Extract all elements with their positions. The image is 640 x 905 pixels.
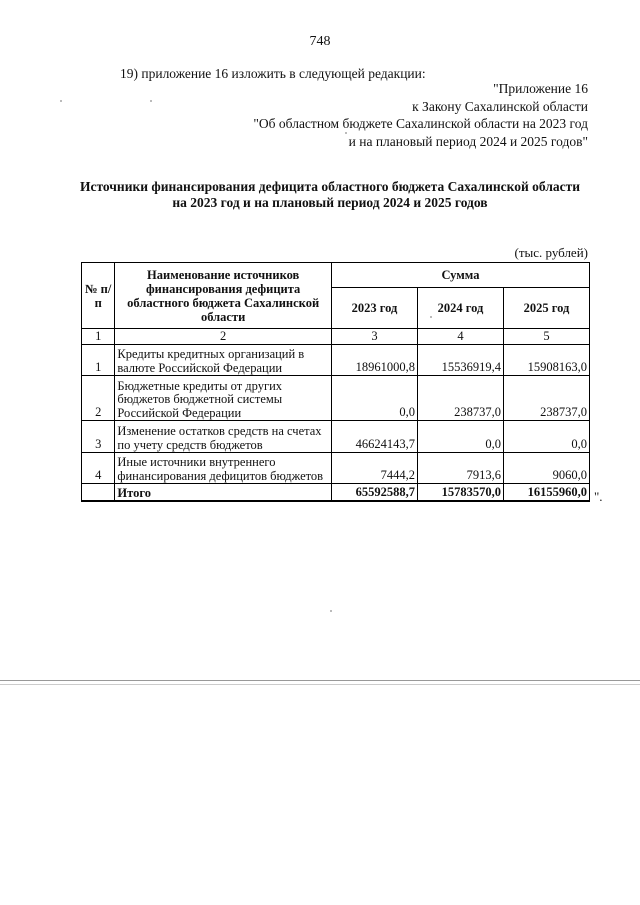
row-value-2024: 7913,6 [417, 453, 503, 484]
header-sum: Сумма [331, 263, 589, 288]
header-year-2023: 2023 год [331, 288, 417, 329]
scan-speck [345, 132, 347, 134]
total-num-cell [82, 484, 115, 502]
row-name: Бюджетные кредиты от других бюджетов бюджетной системы Российской Федерации [115, 376, 332, 421]
row-name: Изменение остатков средств на счетах по учету средств бюджетов [115, 421, 332, 453]
index-row [82, 329, 590, 345]
row-value-2023: 7444,2 [331, 453, 417, 484]
index-cell: 4 [417, 329, 503, 345]
deficit-financing-table [81, 262, 590, 502]
row-num: 4 [82, 453, 115, 484]
row-value-2024: 238737,0 [417, 376, 503, 421]
row-value-2025: 238737,0 [503, 376, 589, 421]
scan-speck [330, 610, 332, 612]
row-value-2023: 0,0 [331, 376, 417, 421]
table-row [82, 345, 590, 376]
scan-artifact-line [0, 684, 640, 685]
row-name: Иные источники внутреннего финансирования дефицитов бюджетов [115, 453, 332, 484]
title-line: на 2023 год и на плановый период 2024 и 2025 годов [172, 195, 488, 210]
total-value-2025: 16155960,0 [503, 484, 589, 502]
header-name: Наименование источников финансирования дефицита областного бюджета Сахалинской области [115, 263, 332, 329]
row-value-2023: 46624143,7 [331, 421, 417, 453]
index-cell: 2 [115, 329, 332, 345]
appendix-header [253, 80, 588, 150]
header-num: № п/п [82, 263, 115, 329]
row-name: Кредиты кредитных организаций в валюте Российской Федерации [115, 345, 332, 376]
index-cell: 3 [331, 329, 417, 345]
total-label: Итого [115, 484, 332, 502]
index-cell: 5 [503, 329, 589, 345]
title-line: Источники финансирования дефицита областного бюджета Сахалинской области [79, 179, 581, 194]
total-value-2023: 65592588,7 [331, 484, 417, 502]
scan-speck [60, 100, 62, 102]
header-year-2025: 2025 год [503, 288, 589, 329]
scan-speck [430, 316, 432, 318]
header-row [82, 263, 590, 288]
row-value-2024: 0,0 [417, 421, 503, 453]
table-row [82, 453, 590, 484]
index-cell: 1 [82, 329, 115, 345]
appendix-line: "Об областном бюджете Сахалинской области на 2023 год [253, 116, 588, 131]
closing-quote: ". [594, 489, 603, 504]
page-number: 748 [309, 34, 331, 49]
table-row [82, 421, 590, 453]
amendment-instruction: 19) приложение 16 изложить в следующей редакции: [120, 66, 426, 81]
row-value-2025: 0,0 [503, 421, 589, 453]
row-num: 1 [82, 345, 115, 376]
document-title [60, 179, 600, 211]
scan-speck [150, 100, 152, 102]
appendix-line: и на плановый период 2024 и 2025 годов" [348, 133, 588, 149]
appendix-line: "Приложение 16 [493, 81, 588, 96]
units-label: (тыс. рублей) [514, 245, 588, 260]
header-year-2024: 2024 год [417, 288, 503, 329]
row-num: 2 [82, 376, 115, 421]
table-row [82, 376, 590, 421]
scan-artifact-line [0, 680, 640, 681]
row-value-2025: 9060,0 [503, 453, 589, 484]
total-row [82, 484, 590, 502]
row-value-2024: 15536919,4 [417, 345, 503, 376]
row-value-2023: 18961000,8 [331, 345, 417, 376]
row-num: 3 [82, 421, 115, 453]
appendix-line: к Закону Сахалинской области [412, 98, 588, 114]
total-value-2024: 15783570,0 [417, 484, 503, 502]
row-value-2025: 15908163,0 [503, 345, 589, 376]
